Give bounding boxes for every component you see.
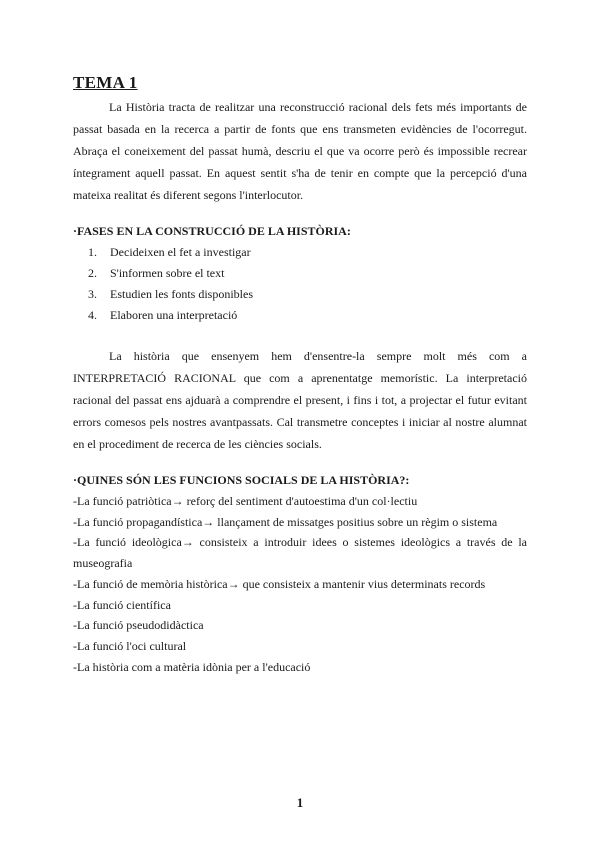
page-number: 1 (296, 795, 304, 810)
list-item-number: 2. (88, 266, 97, 280)
phases-list (88, 242, 253, 326)
list-item (88, 242, 253, 263)
functions-list (73, 491, 527, 677)
interpretation-paragraph (73, 345, 527, 455)
function-item: -La funció científica (73, 597, 171, 612)
list-item (88, 284, 253, 305)
interpretation-text: La història que ensenyem hem d'ensentre-la sempre molt més com a INTERPRETACIÓ RACIONAL que com a aprenentatge memorístic. La interpretació racional del passat ens ajduarà a comprendre el present, i fins i tot, a projectar el futur evitant errors comesos pels nostres avantpassats. Cal transmetre conceptes i iniciar al nostre alumnat en el procediment de recerca de les ciències socials. (73, 349, 527, 451)
list-item (88, 305, 253, 326)
function-item: -La funció propagandística→ llançament de missatges positius sobre un règim o sistema (73, 514, 498, 529)
function-item: -La funció patriòtica→ reforç del sentiment d'autoestima d'un col·lectiu (73, 494, 418, 508)
list-item-number: 4. (88, 308, 97, 322)
list-item-number: 3. (88, 287, 97, 301)
list-item-text: S'informen sobre el text (110, 266, 225, 280)
section-heading-funcions: ·QUINES SÓN LES FUNCIONS SOCIALS DE LA HISTÒRIA?: (73, 473, 410, 487)
function-item: -La funció ideològica→ consisteix a introduir idees o sistemes ideològics a través de la museografia (73, 535, 527, 571)
function-item: -La història com a matèria idònia per a l'educació (73, 659, 311, 674)
list-item-text: Estudien les fonts disponibles (110, 287, 253, 301)
list-item (88, 263, 253, 284)
function-item: -La funció l'oci cultural (73, 638, 187, 653)
function-item: -La funció de memòria històrica→ que consisteix a mantenir vius determinats records (73, 576, 486, 591)
intro-text: La Història tracta de realitzar una reconstrucció racional dels fets més importants de passat basada en la recerca a partir de fonts que ens transmeten evidències de l'ocorregut. Abraça el coneixement del passat humà, descriu el que va ocorre però és impossible recrear íntegrament aquell passat. En aquest sentit s'ha de tenir en compte que la percepció d'una mateixa realitat és diferent segons l'interlocutor. (73, 100, 527, 202)
page-title: TEMA 1 (73, 73, 138, 92)
list-item-text: Decideixen el fet a investigar (110, 245, 251, 259)
intro-paragraph (73, 96, 527, 206)
list-item-number: 1. (88, 245, 97, 259)
list-item-text: Elaboren una interpretació (110, 308, 238, 322)
section-heading-fases: ·FASES EN LA CONSTRUCCIÓ DE LA HISTÒRIA: (73, 224, 351, 238)
function-item: -La funció pseudodidàctica (73, 618, 204, 633)
